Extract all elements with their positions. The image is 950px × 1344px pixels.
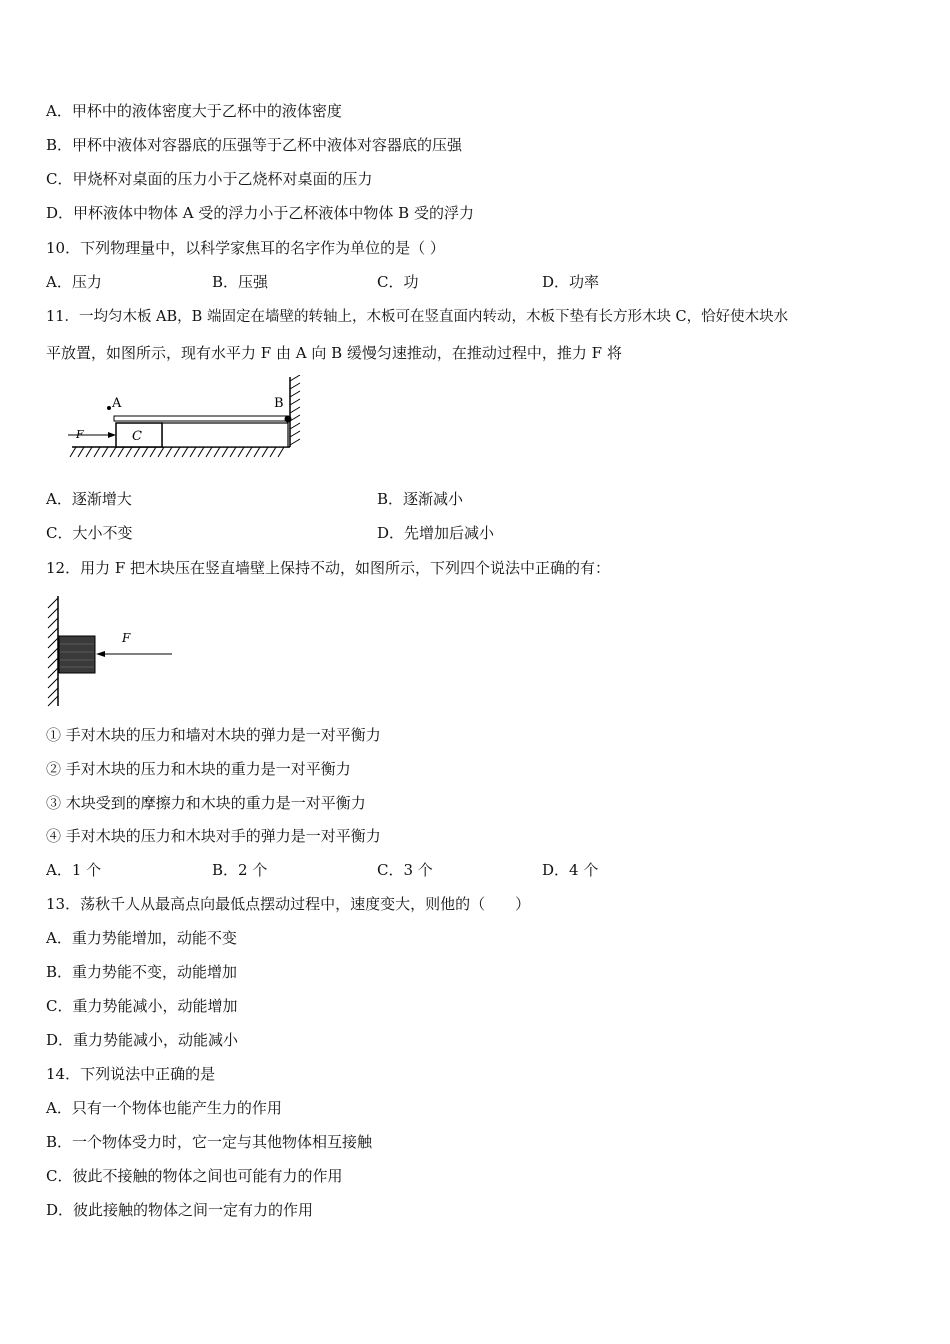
q12-statement-2: ② 手对木块的压力和木块的重力是一对平衡力 — [46, 760, 351, 778]
q12-option-d: D．4 个 — [542, 861, 599, 879]
q12-figure — [40, 592, 180, 710]
q13-stem: 13．荡秋千人从最高点向最低点摆动过程中，速度变大，则他的（ ） — [46, 895, 531, 913]
q10-stem: 10．下列物理量中，以科学家焦耳的名字作为单位的是（ ） — [46, 239, 445, 257]
q13-option-c: C．重力势能减小，动能增加 — [46, 997, 238, 1015]
q12-stem: 12．用力 F 把木块压在竖直墙壁上保持不动，如图所示，下列四个说法中正确的有： — [46, 559, 611, 577]
q14-option-d: D．彼此接触的物体之间一定有力的作用 — [46, 1201, 314, 1219]
q12-statement-3: ③ 木块受到的摩擦力和木块的重力是一对平衡力 — [46, 794, 366, 812]
q11-label-f: F — [76, 428, 84, 441]
q9-option-b: B．甲杯中液体对容器底的压强等于乙杯中液体对容器底的压强 — [46, 136, 463, 154]
q9-option-d: D．甲杯液体中物体 A 受的浮力小于乙杯液体中物体 B 受的浮力 — [46, 204, 474, 222]
q10-option-a: A．压力 — [46, 273, 102, 291]
q11-stem-line2: 平放置，如图所示，现有水平力 F 由 A 向 B 缓慢匀速推动，在推动过程中，推力 F 将 — [46, 344, 622, 362]
q11-option-d: D．先增加后减小 — [377, 524, 495, 542]
q12-label-f: F — [122, 631, 131, 645]
q12-option-c: C．3 个 — [377, 861, 433, 879]
q11-option-c: C．大小不变 — [46, 524, 133, 542]
q10-option-d: D．功率 — [542, 273, 600, 291]
q12-option-b: B．2 个 — [212, 861, 268, 879]
q10-option-b: B．压强 — [212, 273, 269, 291]
q12-statement-4: ④ 手对木块的压力和木块对手的弹力是一对平衡力 — [46, 827, 381, 845]
q13-option-d: D．重力势能减小，动能减小 — [46, 1031, 239, 1049]
q11-label-c: C — [132, 429, 142, 444]
q12-option-a: A．1 个 — [46, 861, 102, 879]
q13-option-a: A．重力势能增加，动能不变 — [46, 929, 237, 947]
q11-label-b: B — [274, 396, 284, 411]
q14-option-c: C．彼此不接触的物体之间也可能有力的作用 — [46, 1167, 343, 1185]
q9-option-a: A．甲杯中的液体密度大于乙杯中的液体密度 — [46, 102, 342, 120]
q14-option-a: A．只有一个物体也能产生力的作用 — [46, 1099, 282, 1117]
q14-option-b: B．一个物体受力时，它一定与其他物体相互接触 — [46, 1133, 373, 1151]
q11-stem-line1: 11．一均匀木板 AB，B 端固定在墙壁的转轴上，木板可在竖直面内转动，木板下垫有长方形木块 C，恰好使木块水 — [46, 309, 789, 325]
q9-option-c: C．甲烧杯对桌面的压力小于乙烧杯对桌面的压力 — [46, 170, 373, 188]
q11-label-a: A — [112, 396, 122, 411]
q11-figure — [62, 375, 312, 470]
q11-option-b: B．逐渐减小 — [377, 490, 464, 508]
q14-stem: 14．下列说法中正确的是 — [46, 1065, 216, 1083]
q12-statement-1: ① 手对木块的压力和墙对木块的弹力是一对平衡力 — [46, 726, 381, 744]
q11-option-a: A．逐渐增大 — [46, 490, 132, 508]
q10-option-c: C．功 — [377, 273, 419, 291]
q13-option-b: B．重力势能不变，动能增加 — [46, 963, 238, 981]
